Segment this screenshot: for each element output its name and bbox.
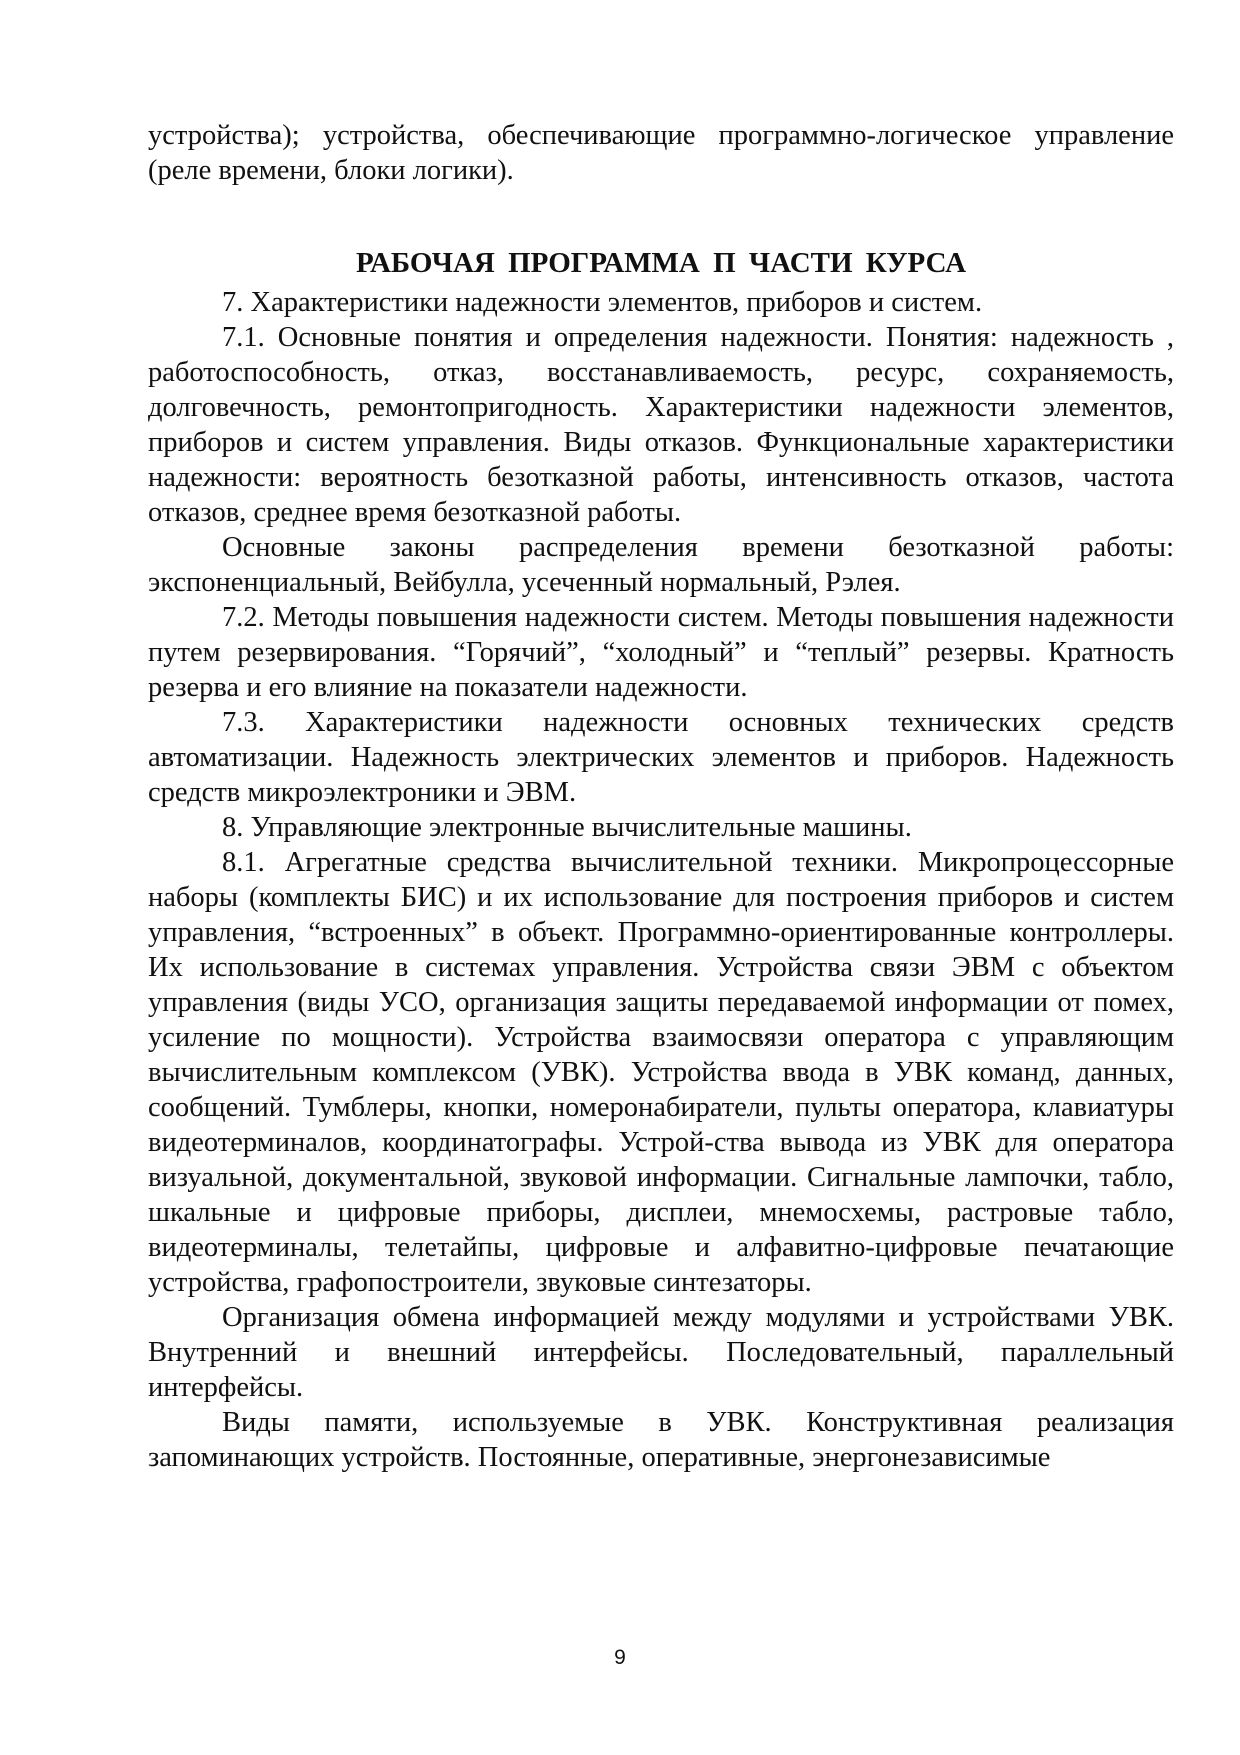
paragraph-interfaces: Организация обмена информацией между модулями и устройствами УВК. Внутренний и внешний интерфейсы. Последовательный, параллельный интерфейсы. xyxy=(148,1302,1174,1403)
paragraph-distribution-laws: Основные законы распределения времени безотказной работы: экспоненциальный, Вейбулла, усеченный нормальный, Рэлея. xyxy=(148,532,1174,598)
section-heading: РАБОЧАЯ ПРОГРАММА П ЧАСТИ КУРСА xyxy=(355,247,967,279)
page-content xyxy=(148,118,1174,1475)
intro-paragraph: устройства); устройства, обеспечивающие программно-логическое управление (реле времени, блоки логики). xyxy=(148,120,1174,186)
paragraph-7: 7. Характеристики надежности элементов, приборов и систем. xyxy=(222,287,983,318)
paragraph-memory: Виды памяти, используемые в УВК. Конструктивная реализация запоминающих устройств. Постоянные, оперативные, энергонезависимые xyxy=(148,1407,1174,1473)
paragraph-7-2: 7.2. Методы повышения надежности систем. Методы повышения надежности путем резервирования. “Горячий”, “холодный” и “теплый” резервы. Кратность резерва и его влияние на показатели надежности. xyxy=(148,602,1174,703)
paragraph-8-1: 8.1. Агрегатные средства вычислительной техники. Микропроцессорные наборы (комплекты БИС) и их использование для построения приборов и систем управления, “встроенных” в объект. Программно-ориентированные контроллеры. Их использование в системах управления. Устройства связи ЭВМ с объектом управления (виды УСО, организация защиты передаваемой информации от помех, усиление по мощности). Устройства взаимосвязи оператора с управляющим вычислительным комплексом (УВК). Устройства ввода в УВК команд, данных, сообщений. Тумблеры, кнопки, номеронабиратели, пульты оператора, клавиатуры видеотерминалов, координатографы. Устрой-ства вывода из УВК для оператора визуальной, документальной, звуковой информации. Сигнальные лампочки, табло, шкальные и цифровые приборы, дисплеи, мнемосхемы, растровые табло, видеотерминалы, телетайпы, цифровые и алфавитно-цифровые печатающие устройства, графопостроители, звуковые синтезаторы. xyxy=(148,847,1174,1298)
page-number: 9 xyxy=(614,1646,626,1669)
paragraph-7-3: 7.3. Характеристики надежности основных технических средств автоматизации. Надежность электрических элементов и приборов. Надежность средств микроэлектроники и ЭВМ. xyxy=(148,707,1174,808)
paragraph-8: 8. Управляющие электронные вычислительные машины. xyxy=(222,812,912,843)
paragraph-7-1: 7.1. Основные понятия и определения надежности. Понятия: надежность , работоспособность, отказ, восстанавливаемость, ресурс, сохраняемость, долговечность, ремонтопригодность. Характеристики надежности элементов, приборов и систем управления. Виды отказов. Функциональные характеристики надежности: вероятность безотказной работы, интенсивность отказов, частота отказов, среднее время безотказной работы. xyxy=(148,322,1174,528)
